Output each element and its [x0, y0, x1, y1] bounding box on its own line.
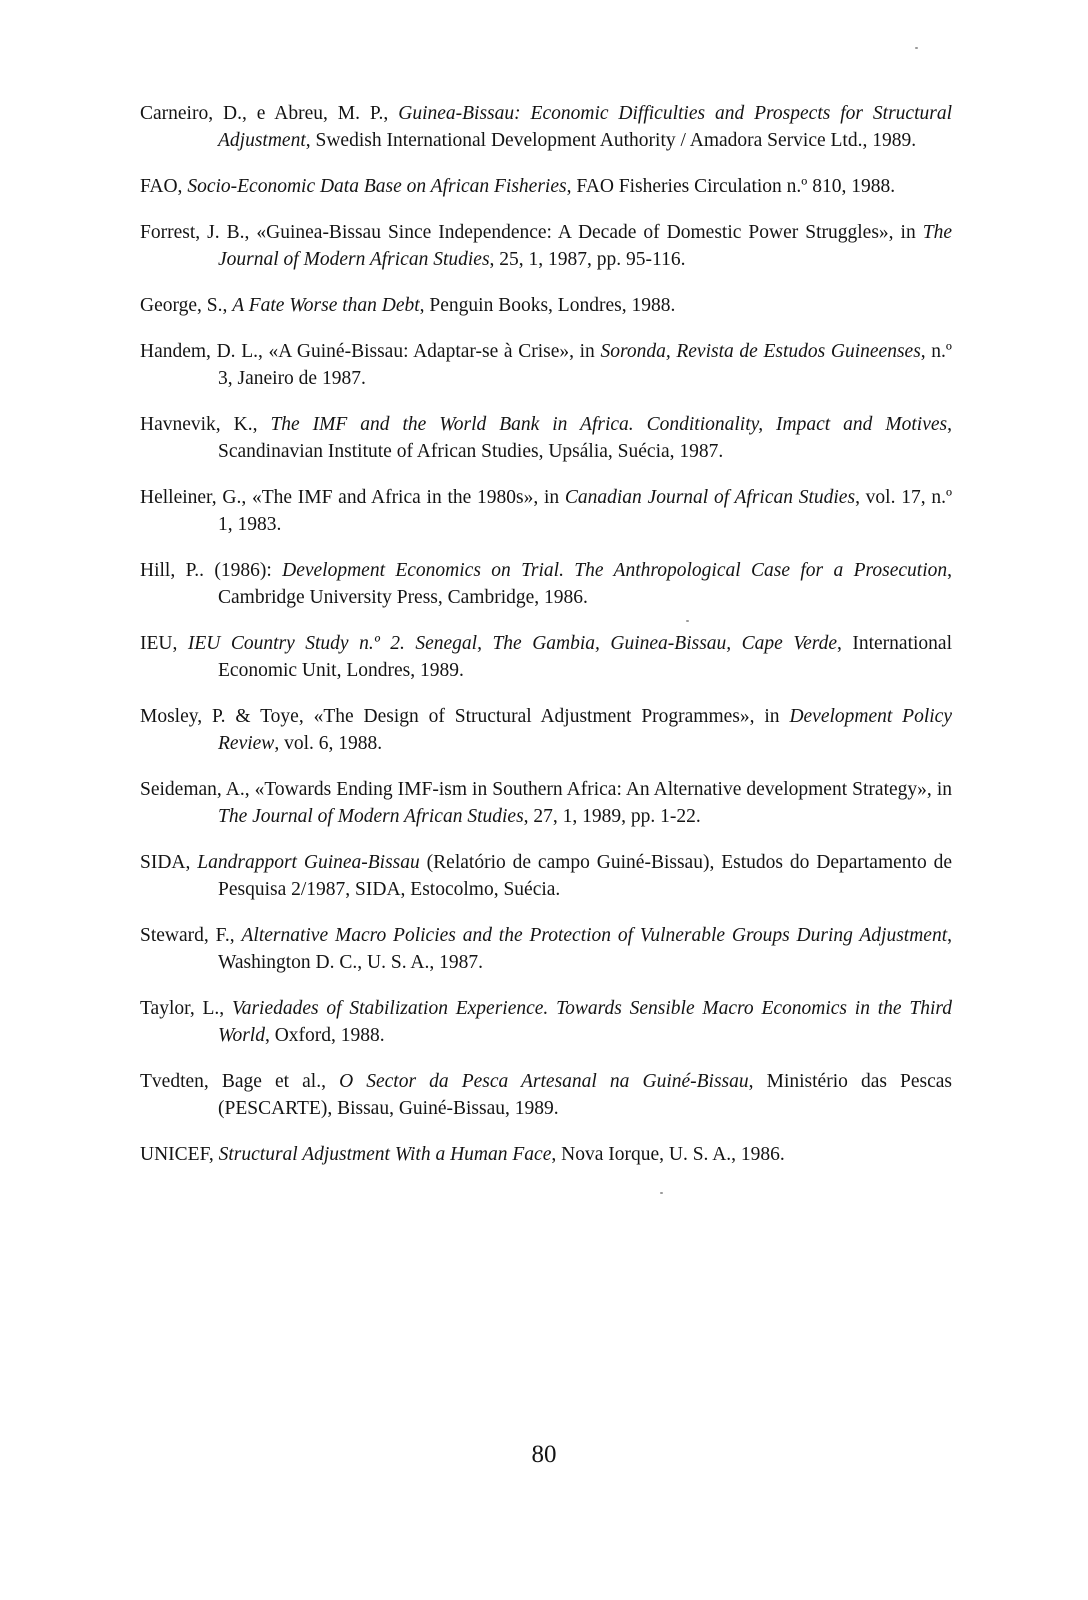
reference-title: Variedades of Stabilization Experience. Towards Sensible Macro Economics in the Third World: [218, 998, 952, 1046]
reference-text: Mosley, P. & Toye, «The Design of Structural Adjustment Programmes», in: [140, 706, 790, 727]
reference-text: Steward, F.,: [140, 925, 242, 946]
reference-text: Havnevik, K.,: [140, 414, 271, 435]
reference-text: , International Economic Unit, Londres, 1989.: [218, 633, 952, 681]
reference-entry: [140, 995, 952, 1049]
reference-entry: [140, 292, 952, 319]
reference-entry: [140, 411, 952, 465]
reference-text: , Scandinavian Institute of African Studies, Upsália, Suécia, 1987.: [218, 414, 952, 462]
reference-entry: [140, 219, 952, 273]
reference-title: Development Economics on Trial. The Anthropological Case for a Prosecution: [282, 560, 948, 581]
reference-text: Handem, D. L., «A Guiné-Bissau: Adaptar-se à Crise», in: [140, 341, 601, 362]
reference-title: Structural Adjustment With a Human Face: [218, 1144, 552, 1165]
reference-title: Alternative Macro Policies and the Protection of Vulnerable Groups During Adjustment: [241, 925, 948, 946]
reference-text: , Penguin Books, Londres, 1988.: [419, 295, 676, 316]
reference-text: , FAO Fisheries Circulation n.º 810, 1988.: [566, 176, 896, 197]
reference-entry: [140, 1068, 952, 1122]
reference-entry: [140, 173, 952, 200]
reference-title: Development Policy Review: [218, 706, 952, 754]
reference-title: O Sector da Pesca Artesanal na Guiné-Bissau: [339, 1071, 749, 1092]
reference-entry: [140, 849, 952, 903]
scan-speck: [686, 620, 689, 622]
reference-title: Landrapport Guinea-Bissau: [197, 852, 420, 873]
reference-text: Forrest, J. B., «Guinea-Bissau Since Independence: A Decade of Domestic Power Struggles», in: [140, 222, 923, 243]
page-number: 80: [531, 1441, 557, 1468]
reference-entry: [140, 630, 952, 684]
reference-title: The IMF and the World Bank in Africa. Conditionality, Impact and Motives: [270, 414, 948, 435]
reference-entry: [140, 557, 952, 611]
reference-text: , vol. 17, n.º 1, 1983.: [218, 487, 952, 535]
reference-text: , n.º 3, Janeiro de 1987.: [218, 341, 952, 389]
reference-text: Helleiner, G., «The IMF and Africa in the 1980s», in: [140, 487, 565, 508]
reference-entry: [140, 776, 952, 830]
reference-title: Soronda, Revista de Estudos Guineenses: [600, 341, 921, 362]
reference-text: SIDA,: [140, 852, 198, 873]
reference-text: , 25, 1, 1987, pp. 95-116.: [489, 249, 686, 270]
reference-text: IEU,: [140, 633, 188, 654]
reference-title: Canadian Journal of African Studies: [564, 487, 856, 508]
reference-entry: [140, 338, 952, 392]
reference-entry: [140, 922, 952, 976]
reference-list: [140, 100, 952, 1187]
reference-text: Taylor, L.,: [140, 998, 232, 1019]
reference-entry: [140, 100, 952, 154]
reference-text: , Oxford, 1988.: [264, 1025, 385, 1046]
reference-text: UNICEF,: [140, 1144, 219, 1165]
reference-text: FAO,: [140, 176, 188, 197]
reference-title: A Fate Worse than Debt: [232, 295, 420, 316]
reference-text: , vol. 6, 1988.: [274, 733, 383, 754]
reference-text: Hill, P.. (1986):: [140, 560, 283, 581]
reference-text: George, S.,: [140, 295, 233, 316]
reference-text: , Washington D. C., U. S. A., 1987.: [218, 925, 952, 973]
reference-title: Socio-Economic Data Base on African Fisheries: [187, 176, 567, 197]
reference-text: (Relatório de campo Guiné-Bissau), Estudos do Departamento de Pesquisa 2/1987, SIDA, Estocolmo, Suécia.: [218, 852, 952, 900]
reference-text: , Nova Iorque, U. S. A., 1986.: [551, 1144, 785, 1165]
reference-text: Seideman, A., «Towards Ending IMF-ism in Southern Africa: An Alternative development Strategy», in: [140, 779, 952, 800]
reference-entry: [140, 703, 952, 757]
reference-text: Carneiro, D., e Abreu, M. P.,: [140, 103, 399, 124]
reference-entry: [140, 484, 952, 538]
reference-text: Tvedten, Bage et al.,: [140, 1071, 340, 1092]
reference-title: Guinea-Bissau: Economic Difficulties and Prospects for Structural Adjustment: [218, 103, 952, 151]
reference-entry: [140, 1141, 952, 1168]
scan-speck: [660, 1192, 663, 1194]
reference-title: The Journal of Modern African Studies: [218, 806, 524, 827]
reference-text: , Ministério das Pescas (PESCARTE), Bissau, Guiné-Bissau, 1989.: [218, 1071, 953, 1119]
reference-text: , 27, 1, 1989, pp. 1-22.: [523, 806, 701, 827]
reference-title: The Journal of Modern African Studies: [218, 222, 952, 270]
reference-text: , Swedish International Development Authority / Amadora Service Ltd., 1989.: [305, 130, 917, 151]
scan-speck: [915, 47, 918, 49]
reference-text: , Cambridge University Press, Cambridge, 1986.: [218, 560, 952, 608]
reference-title: IEU Country Study n.º 2. Senegal, The Gambia, Guinea-Bissau, Cape Verde: [187, 633, 837, 654]
